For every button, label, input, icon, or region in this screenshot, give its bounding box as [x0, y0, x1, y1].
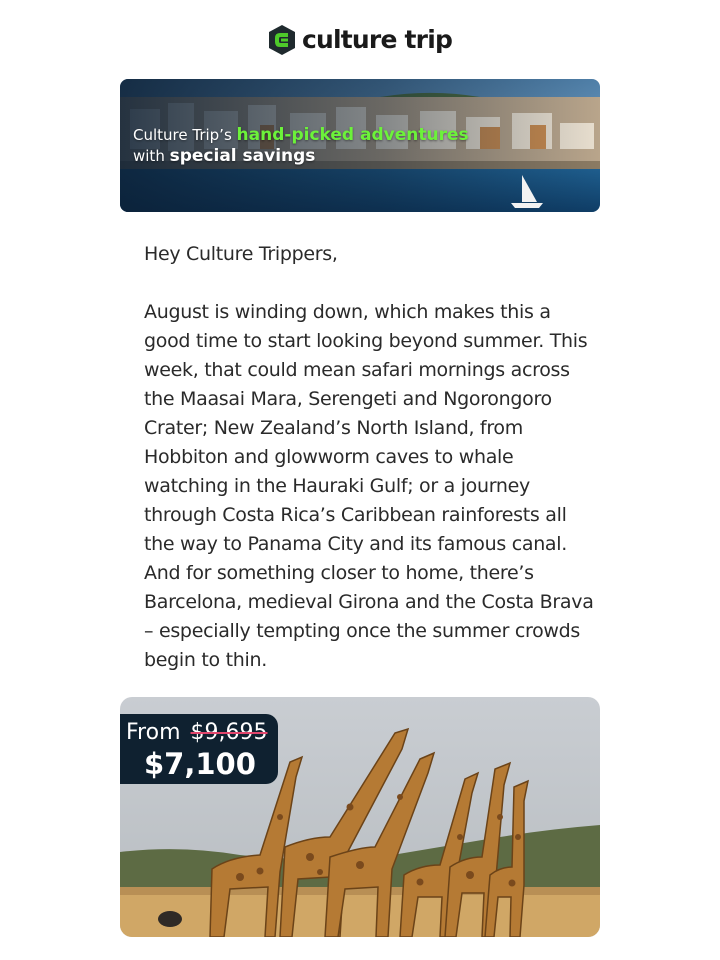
- brand-logo[interactable]: [268, 22, 452, 58]
- new-price: $7,100: [144, 747, 256, 781]
- banner-headline: [133, 125, 469, 167]
- banner-line2-bold: special savings: [169, 146, 316, 166]
- price-from-line: [126, 718, 278, 748]
- banner-highlight: hand-picked adventures: [236, 125, 469, 145]
- email-body: [144, 240, 594, 675]
- greeting: Hey Culture Trippers,: [144, 243, 338, 265]
- old-price: $9,695: [190, 720, 268, 745]
- safari-deal-card[interactable]: [120, 697, 600, 937]
- banner-line2-prefix: with: [133, 147, 170, 165]
- banner-prefix: Culture Trip’s: [133, 126, 237, 144]
- brand-name: culture trip: [302, 25, 453, 54]
- culture-trip-logo-icon: [268, 24, 296, 56]
- intro-paragraph: August is winding down, which makes this a good time to start looking beyond summer. This week, that could mean safari mornings across the Maasai Mara, Serengeti and Ngorongoro Crater; New Zealand’s North Island, from Hobbiton and glowworm caves to whale watching in the Hauraki Gulf; or a journey through Costa Rica’s Caribbean rainforests all the way to Panama City and its famous canal. And for something closer to home, there’s Barcelona, medieval Girona and the Costa Brava – especially tempting once the summer crowds begin to thin.: [144, 301, 594, 671]
- email-header: [0, 0, 720, 80]
- promo-banner[interactable]: [120, 79, 600, 212]
- price-badge: [120, 714, 278, 784]
- from-label: From: [126, 720, 181, 745]
